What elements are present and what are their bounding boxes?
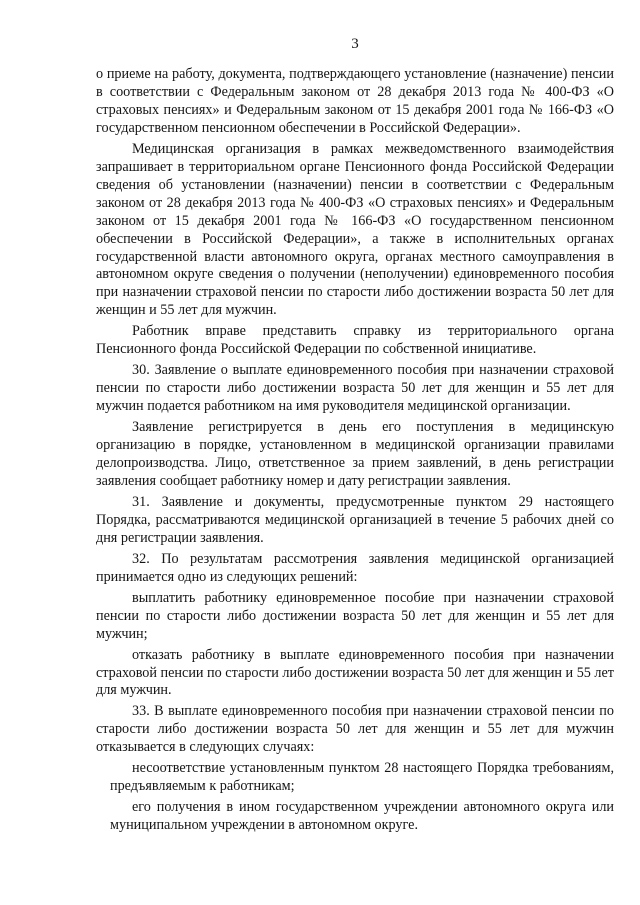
decision-item-pay: выплатить работнику единовременное пособие при назначении страховой пенсии по старости либо достижении возраста 50 лет для женщин и 55 лет для мужчин; xyxy=(96,589,614,642)
paragraph-employee-certificate: Работник вправе представить справку из территориального органа Пенсионного фонда Российской Федерации по собственной инициативе. xyxy=(96,323,614,358)
paragraph-clause-31: 31. Заявление и документы, предусмотренные пунктом 29 настоящего Порядка, рассматриваются медицинской организацией в течение 5 рабочих дней со дня регистрации заявления. xyxy=(96,493,614,546)
document-body xyxy=(96,66,614,835)
paragraph-interagency-request: Медицинская организация в рамках межведомственного взаимодействия запрашивает в территориальном органе Пенсионного фонда Российской Федерации сведения об установлении (назначении) пенсии в соответствии с Федеральным законом от 28 декабря 2013 года № 400-ФЗ «О страховых пенсиях» и Федеральным законом от 15 декабря 2001 года № 166-ФЗ «О государственном пенсионном обеспечении в Российской Федерации», а также в исполнительных органах государственной власти автономного округа, органах местного самоуправления в автономном округе сведения о получении (неполучении) единовременного пособия при назначении страховой пенсии по старости либо достижении возраста 50 лет для женщин и 55 лет для мужчин. xyxy=(96,140,614,319)
refusal-case-noncompliance: несоответствие установленным пунктом 28 настоящего Порядка требованиям, предъявляемым к работникам; xyxy=(110,760,614,795)
refusal-case-received-elsewhere: его получения в ином государственном учреждении автономного округа или муниципальном учреждении в автономном округе. xyxy=(110,799,614,834)
paragraph-continuation: о приеме на работу, документа, подтверждающего установление (назначение) пенсии в соответствии с Федеральным законом от 28 декабря 2013 года № 400-ФЗ «О страховых пенсиях» и Федеральным законом от 15 декабря 2001 года № 166-ФЗ «О государственном пенсионном обеспечении в Российской Федерации». xyxy=(96,66,614,136)
page-number: 3 xyxy=(351,36,359,52)
paragraph-clause-32: 32. По результатам рассмотрения заявления медицинской организацией принимается одно из следующих решений: xyxy=(96,550,614,585)
decision-item-refuse: отказать работнику в выплате единовременного пособия при назначении страховой пенсии по старости либо достижении возраста 50 лет для женщин и 55 лет для мужчин. xyxy=(96,646,615,699)
paragraph-clause-30: 30. Заявление о выплате единовременного пособия при назначении страховой пенсии по старости либо достижении возраста 50 лет для женщин и 55 лет для мужчин подается работником на имя руководителя медицинской организации. xyxy=(96,362,614,415)
document-page xyxy=(96,0,614,905)
paragraph-registration: Заявление регистрируется в день его поступления в медицинскую организацию в порядке, установленном в медицинской организации правилами делопроизводства. Лицо, ответственное за прием заявлений, в день регистрации заявления сообщает работнику номер и дату регистрации заявления. xyxy=(96,419,614,489)
paragraph-clause-33: 33. В выплате единовременного пособия при назначении страховой пенсии по старости либо достижении возраста 50 лет для женщин и 55 лет для мужчин отказывается в следующих случаях: xyxy=(96,703,614,756)
